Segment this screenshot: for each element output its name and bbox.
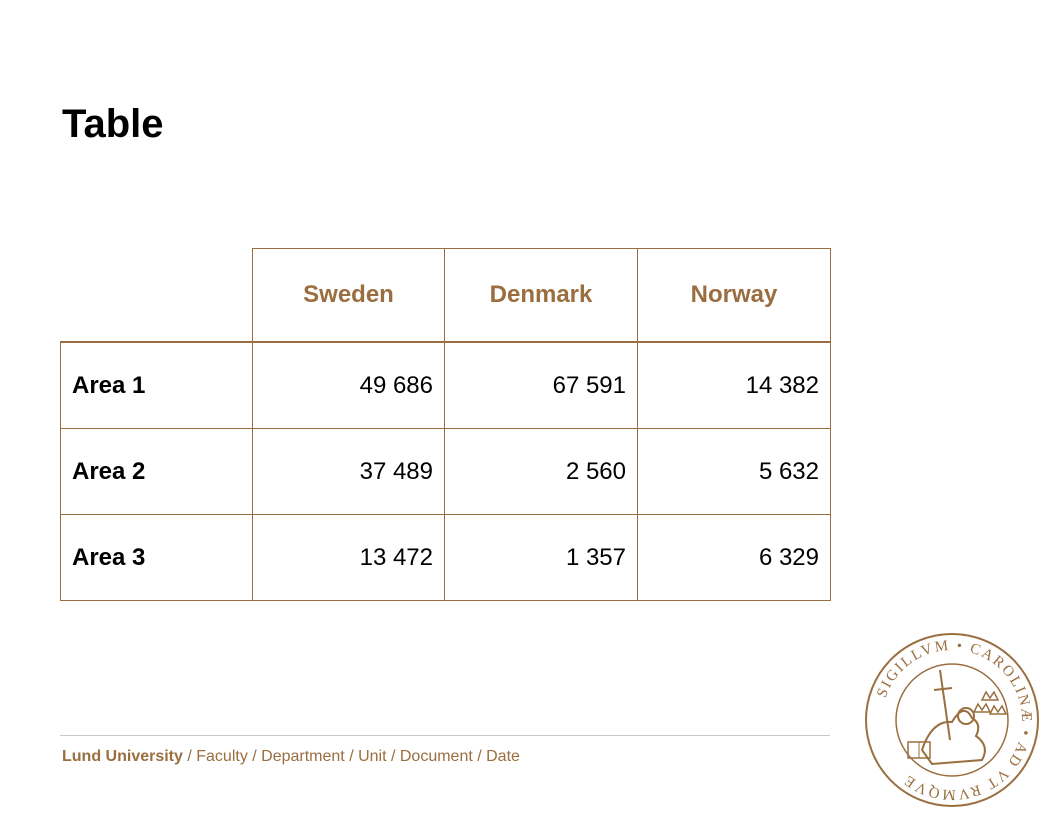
- table-cell: 37 489: [253, 429, 445, 515]
- footer: [62, 748, 520, 766]
- table-row: [61, 515, 831, 601]
- table-cell: 5 632: [638, 429, 831, 515]
- table-header-row: [61, 249, 831, 343]
- table-cell: 6 329: [638, 515, 831, 601]
- table-cell: 2 560: [445, 429, 638, 515]
- seal-text: SIGILLVM • CAROLINÆ • AD VT RVMQVE: [874, 637, 1035, 803]
- footer-path: / Faculty / Department / Unit / Document / Date: [182, 748, 520, 765]
- seal-icon: [862, 630, 1042, 810]
- data-table: [60, 248, 831, 601]
- column-header-sweden: Sweden: [253, 249, 445, 343]
- table-cell: 14 382: [638, 342, 831, 429]
- table-cell: 49 686: [253, 342, 445, 429]
- table-cell: 67 591: [445, 342, 638, 429]
- university-seal-logo: [862, 630, 1035, 803]
- footer-divider: [60, 735, 830, 736]
- table-row: [61, 429, 831, 515]
- row-label: Area 3: [61, 515, 253, 601]
- row-label: Area 1: [61, 342, 253, 429]
- slide-title: Table: [62, 102, 164, 146]
- table-cell: 1 357: [445, 515, 638, 601]
- column-header-norway: Norway: [638, 249, 831, 343]
- table-row: [61, 342, 831, 429]
- column-header-denmark: Denmark: [445, 249, 638, 343]
- footer-university: Lund University: [62, 748, 183, 765]
- row-label: Area 2: [61, 429, 253, 515]
- table-corner-cell: [61, 249, 253, 343]
- table-cell: 13 472: [253, 515, 445, 601]
